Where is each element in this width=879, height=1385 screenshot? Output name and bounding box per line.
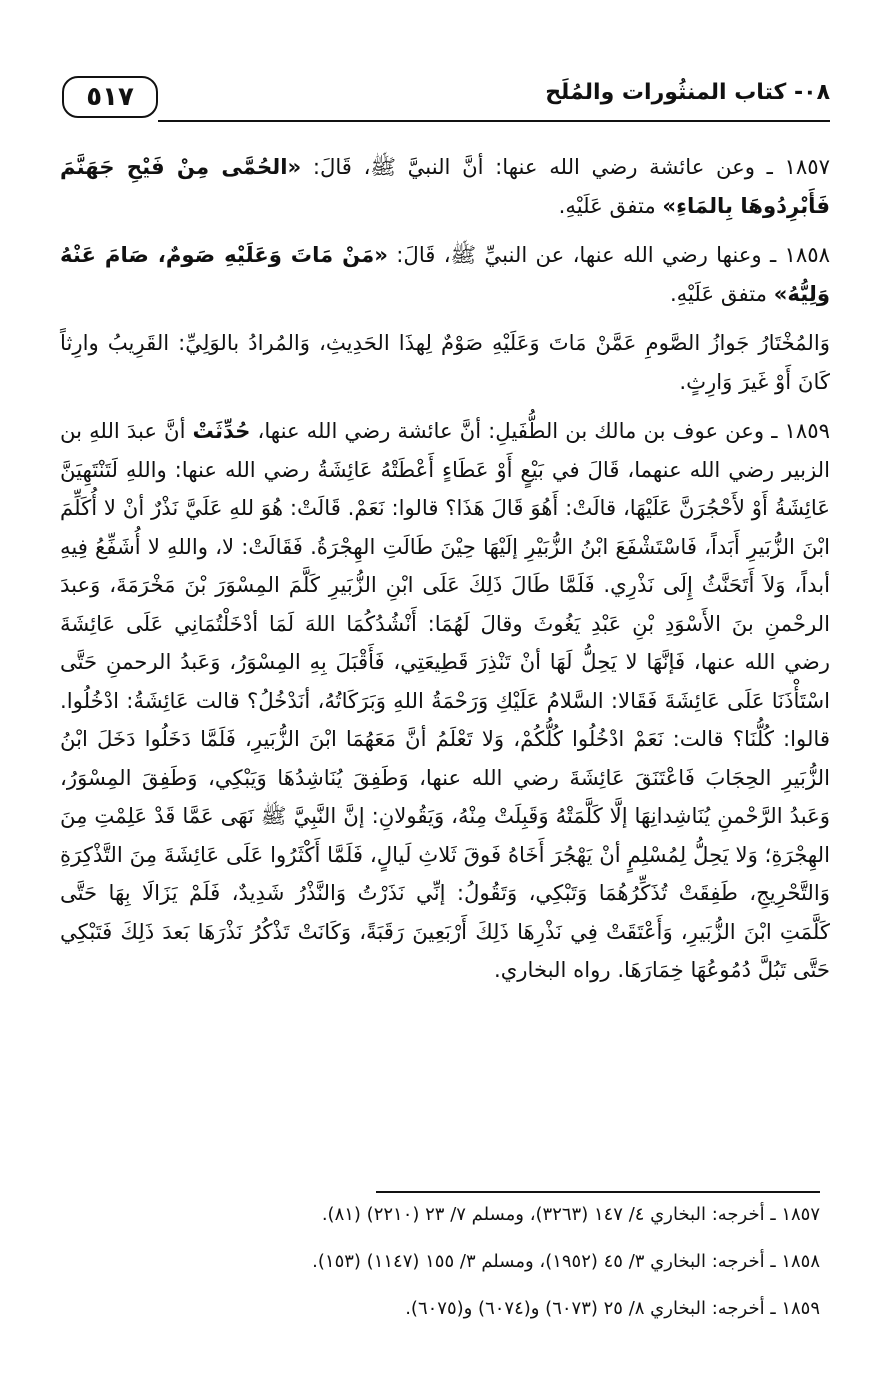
running-title: ٠٨- كتاب المنثُورات والمُلَح <box>545 80 830 105</box>
page-header <box>62 70 830 122</box>
hadith-1857-quote: «الحُمَّى مِنْ فَيْحِ جَهَنَّمَ فَأَبْرِدُوهَا بِالمَاءِ» <box>60 154 830 218</box>
commentary: وَالمُخْتَارُ جَوازُ الصَّومِ عَمَّنْ مَاتَ وَعَلَيْهِ صَوْمٌ لِهذَا الحَدِيثِ، وَالمُرادُ بالوَلِيِّ: القَرِيبُ وارِثاً كَانَ أَوْ غَيرَ وَارِثٍ. <box>60 330 830 394</box>
footnotes <box>60 1203 820 1344</box>
hadith-1859-body: أنَّ عبدَ اللهِ بن الزبير رضي الله عنهما، قَالَ في بَيْعٍ أَوْ عَطَاءٍ أَعْطَتْهُ عَائِشَةُ رضي الله عنها: واللهِ لَتَنْتَهِيَنَّ عَائِشَةُ أَوْ لأَحْجُرَنَّ عَلَيْهَا، قالَتْ: أَهُوَ قَالَ هَذَا؟ قالوا: نَعَمْ. قَالَتْ: هُوَ للهِ عَلَيَّ نَذْرٌ أنْ لا أُكَلِّمَ ابْنَ الزُّبَيرِ أَبَداً، فَاسْتَشْفَعَ ابْنُ الزُّبَيْرِ إلَيْهَا حِيْنَ طَالَتِ الهِجْرَةُ. فَقَالَتْ: لا، واللهِ لا أُشَفِّعُ فِيهِ أبداً، وَلاَ أَتَحَنَّثُ إِلَى نَذْرِي. فَلَمَّا طَالَ ذَلِكَ عَلَى ابْنِ الزُّبَيرِ كَلَّمَ المِسْوَرَ بْنَ مَخْرَمَةَ، وَعبدَ الرحْمنِ بنَ الأَسْوَدِ بْنِ عَبْدِ يَغُوثَ وقالَ لَهُمَا: أَنْشُدُكُمَا اللهَ لَمَا أدْخَلْتُمَانِي عَلَى عَائِشَةَ رضي الله عنها، فَإنَّهَا لا يَحِلُّ لَهَا أنْ تَنْذِرَ قَطِيعَتِي، فَأَقْبَلَ بِهِ المِسْوَرُ، وَعَبدُ الرحمنِ حَتَّى اسْتَأْذَنَا عَلَى عَائِشَةَ فَقَالا: السَّلامُ عَلَيْكِ وَرَحْمَةُ اللهِ وَبَرَكَاتُهُ، أنَدْخُلُ؟ قالت عَائِشَةُ: ادْخُلُوا. قالوا: كُلُّنَا؟ قالت: نَعَمْ ادْخُلُوا كُلُّكُمْ، وَلا تَعْلَمُ أنَّ مَعَهُمَا ابْنَ الزُّبَيرِ، فَلَمَّا دَخَلُوا دَخَلَ ابْنُ الزُّبَيرِ الحِجَابَ فَاعْتَنَقَ عَائِشَةَ رضي الله عنها، وَطَفِقَ يُنَاشِدُهَا وَيَبْكِي، وَطَفِقَ المِسْوَرُ، وَعَبدُ الرَّحْمنِ يُنَاشِدانِهَا إلَّا كَلَّمَتْهُ وَقَبِلَتْ مِنْهُ، وَيَقُولانِ: إنَّ النَّبِيَّ ﷺ نَهَى عَمَّا قَدْ عَلِمْتِ مِنَ الهِجْرَةِ؛ وَلا يَحِلُّ لِمُسْلِمٍ أنْ يَهْجُرَ أَخَاهُ فَوقَ ثَلاثِ لَيالٍ، فَلَمَّا أَكْثَرُوا عَلَى عَائِشَةَ مِنَ التَّذْكِرَةِ وَالتَّحْرِيجِ، طَفِقَتْ تُذَكِّرُهُمَا وَتَبْكِي، وَتَقُولُ: إنِّي نَذَرْتُ وَالنَّذْرُ شَدِيدٌ، فَلَمْ يَزَالَا بِهَا حَتَّى كَلَّمَتِ ابْنَ الزُّبَيرِ، وَأَعْتَقَتْ فِي نَذْرِهَا ذَلِكَ أَرْبَعِينَ رَقَبَةً، وَكَانَتْ تَذْكُرُ نَذْرَهَا بَعدَ ذَلِكَ فَتَبْكِي حَتَّى تَبُلَّ دُمُوعُهَا خِمَارَهَا. <box>60 418 830 982</box>
footnote-1859: ١٨٥٩ ـ أخرجه: البخاري ٨/ ٢٥ (٦٠٧٣) و(٦٠٧٤) و(٦٠٧٥). <box>405 1298 820 1319</box>
main-text <box>60 148 830 1001</box>
hadith-1858-quote: «مَنْ مَاتَ وَعَلَيْهِ صَومٌ، صَامَ عَنْهُ وَلِيُّهُ» <box>60 242 830 306</box>
footnote-rule <box>376 1191 820 1193</box>
hadith-1857 <box>60 148 830 225</box>
hadith-1859-suffix: رواه البخاري. <box>493 957 618 982</box>
hadith-1857-suffix: متفق عَلَيْهِ. <box>558 192 663 218</box>
header-rule <box>158 120 830 122</box>
hadith-1858-suffix: متفق عَلَيْهِ. <box>669 280 774 306</box>
footnote-1858: ١٨٥٨ ـ أخرجه: البخاري ٣/ ٤٥ (١٩٥٢)، ومسلم ٣/ ١٥٥ (١١٤٧) (١٥٣). <box>312 1251 820 1272</box>
hadith-1859-lead: ١٨٥٩ ـ وعن عوف بن مالك بن الطُّفَيلِ: أنَّ عائشة رضي الله عنها، <box>250 418 830 443</box>
footnote-1857: ١٨٥٧ ـ أخرجه: البخاري ٤/ ١٤٧ (٣٢٦٣)، ومسلم ٧/ ٢٣ (٢٢١٠) (٨١). <box>321 1204 820 1225</box>
hadith-1859 <box>60 412 830 990</box>
hadith-1857-prefix: ١٨٥٧ ـ وعن عائشة رضي الله عنها: أنَّ النبيَّ ﷺ، قَالَ: <box>301 154 830 179</box>
hadith-1858-prefix: ١٨٥٨ ـ وعنها رضي الله عنها، عن النبيِّ ﷺ، قَالَ: <box>387 242 830 267</box>
hadith-1858 <box>60 236 830 313</box>
page-number: ٥١٧ <box>62 76 158 118</box>
hadith-1859-quote: حُدِّثَتْ <box>192 418 251 443</box>
